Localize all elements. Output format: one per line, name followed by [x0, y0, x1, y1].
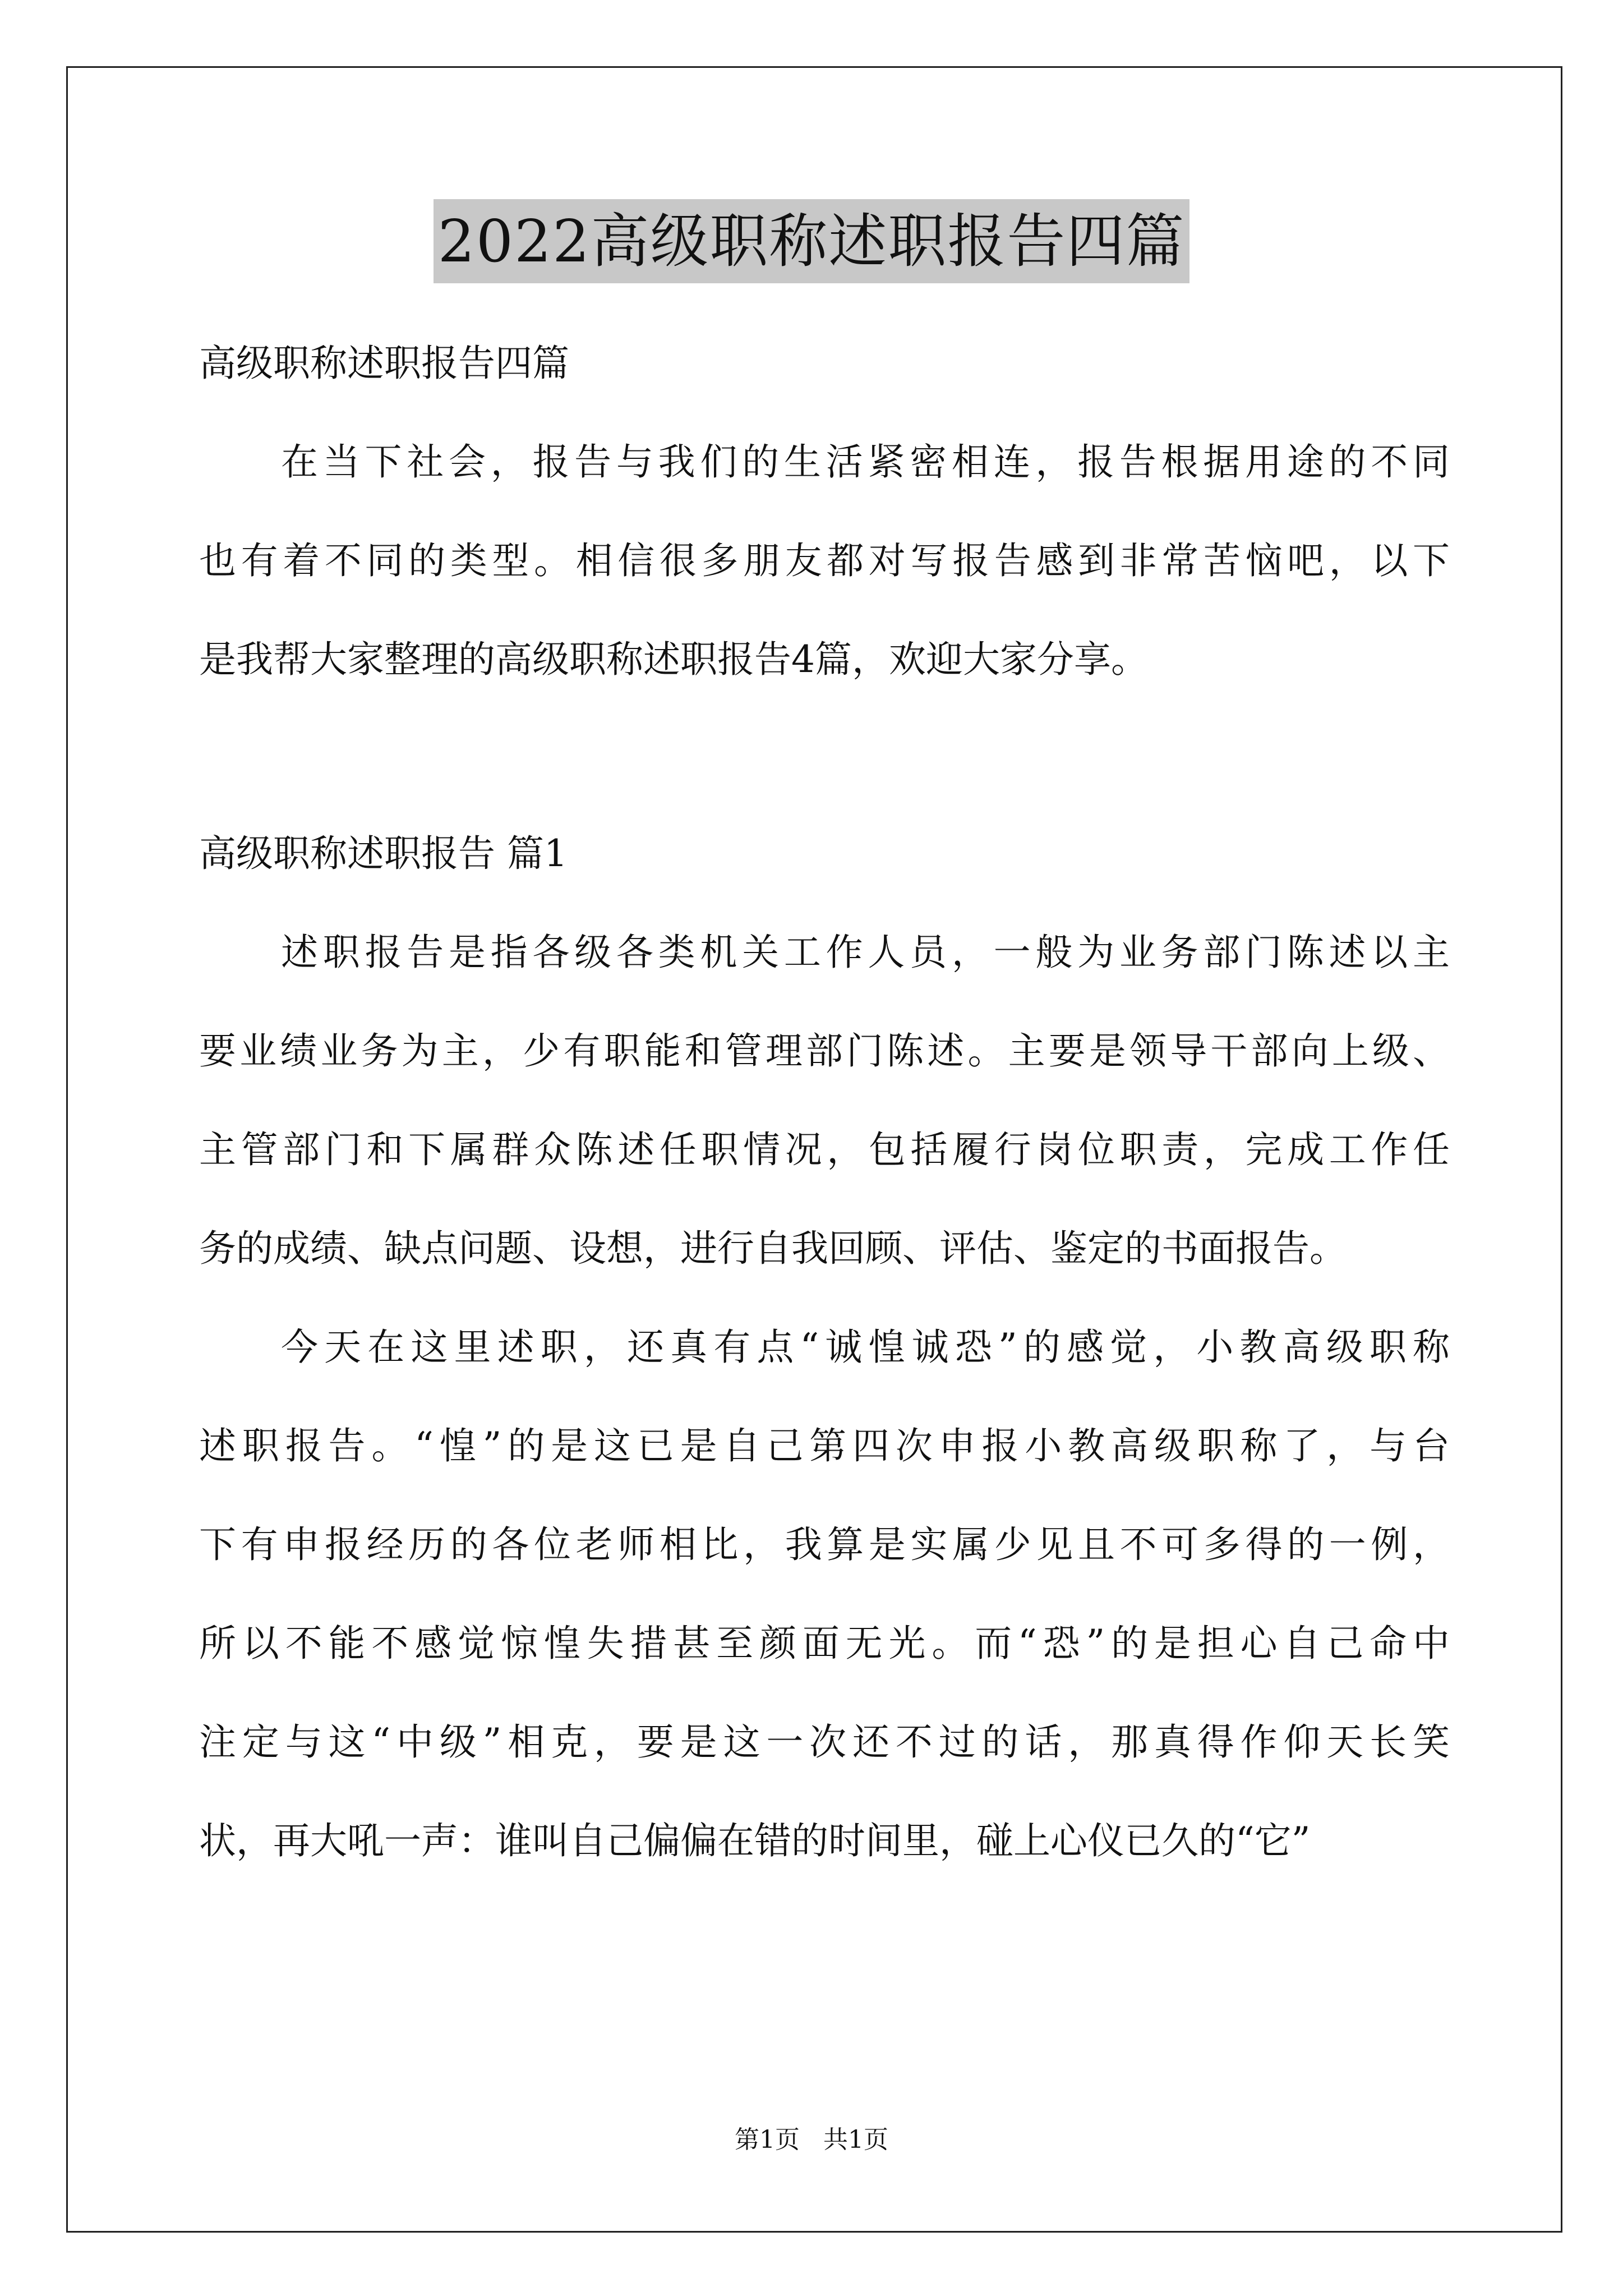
- paragraph2-line: 述职报告。“惶”的是这已是自己第四次申报小教高级职称了，与台: [199, 1424, 1450, 1467]
- paragraph1-line: 述职报告是指各级各类机关工作人员，一般为业务部门陈述以主: [281, 931, 1450, 974]
- paragraph2-line: 下有申报经历的各位老师相比，我算是实属少见且不可多得的一例，: [199, 1523, 1450, 1566]
- document-body: [199, 314, 1450, 1890]
- page-footer: 第1页 共1页: [735, 2125, 888, 2154]
- section-heading: 高级职称述职报告 篇1: [199, 832, 568, 875]
- title-wrap: [0, 199, 1623, 283]
- document-title: 2022高级职称述职报告四篇: [434, 199, 1190, 283]
- paragraph2-line: 今天在这里述职，还真有点“诚惶诚恐”的感觉，小教高级职称: [281, 1326, 1450, 1369]
- paragraph2-line: 所以不能不感觉惊惶失措甚至颜面无光。而“恐”的是担心自己命中: [199, 1622, 1450, 1665]
- intro-line: 是我帮大家整理的高级职称述职报告4篇，欢迎大家分享。: [199, 638, 1148, 681]
- paragraph2-line: 注定与这“中级”相克，要是这一次还不过的话，那真得作仰天长笑: [199, 1720, 1450, 1764]
- intro-line: 也有着不同的类型。相信很多朋友都对写报告感到非常苦恼吧，以下: [199, 539, 1450, 582]
- paragraph-gap: [199, 709, 1450, 804]
- paragraph1-line: 要业绩业务为主，少有职能和管理部门陈述。主要是领导干部向上级、: [199, 1029, 1450, 1073]
- paragraph1-line: 务的成绩、缺点问题、设想，进行自我回顾、评估、鉴定的书面报告。: [199, 1227, 1347, 1270]
- subtitle: 高级职称述职报告四篇: [199, 342, 569, 385]
- paragraph1-line: 主管部门和下属群众陈述任职情况，包括履行岗位职责，完成工作任: [199, 1128, 1450, 1171]
- paragraph2-line: 状，再大吼一声：谁叫自己偏偏在错的时间里，碰上心仪已久的“它”: [199, 1819, 1311, 1862]
- intro-line: 在当下社会，报告与我们的生活紧密相连，报告根据用途的不同: [281, 440, 1450, 484]
